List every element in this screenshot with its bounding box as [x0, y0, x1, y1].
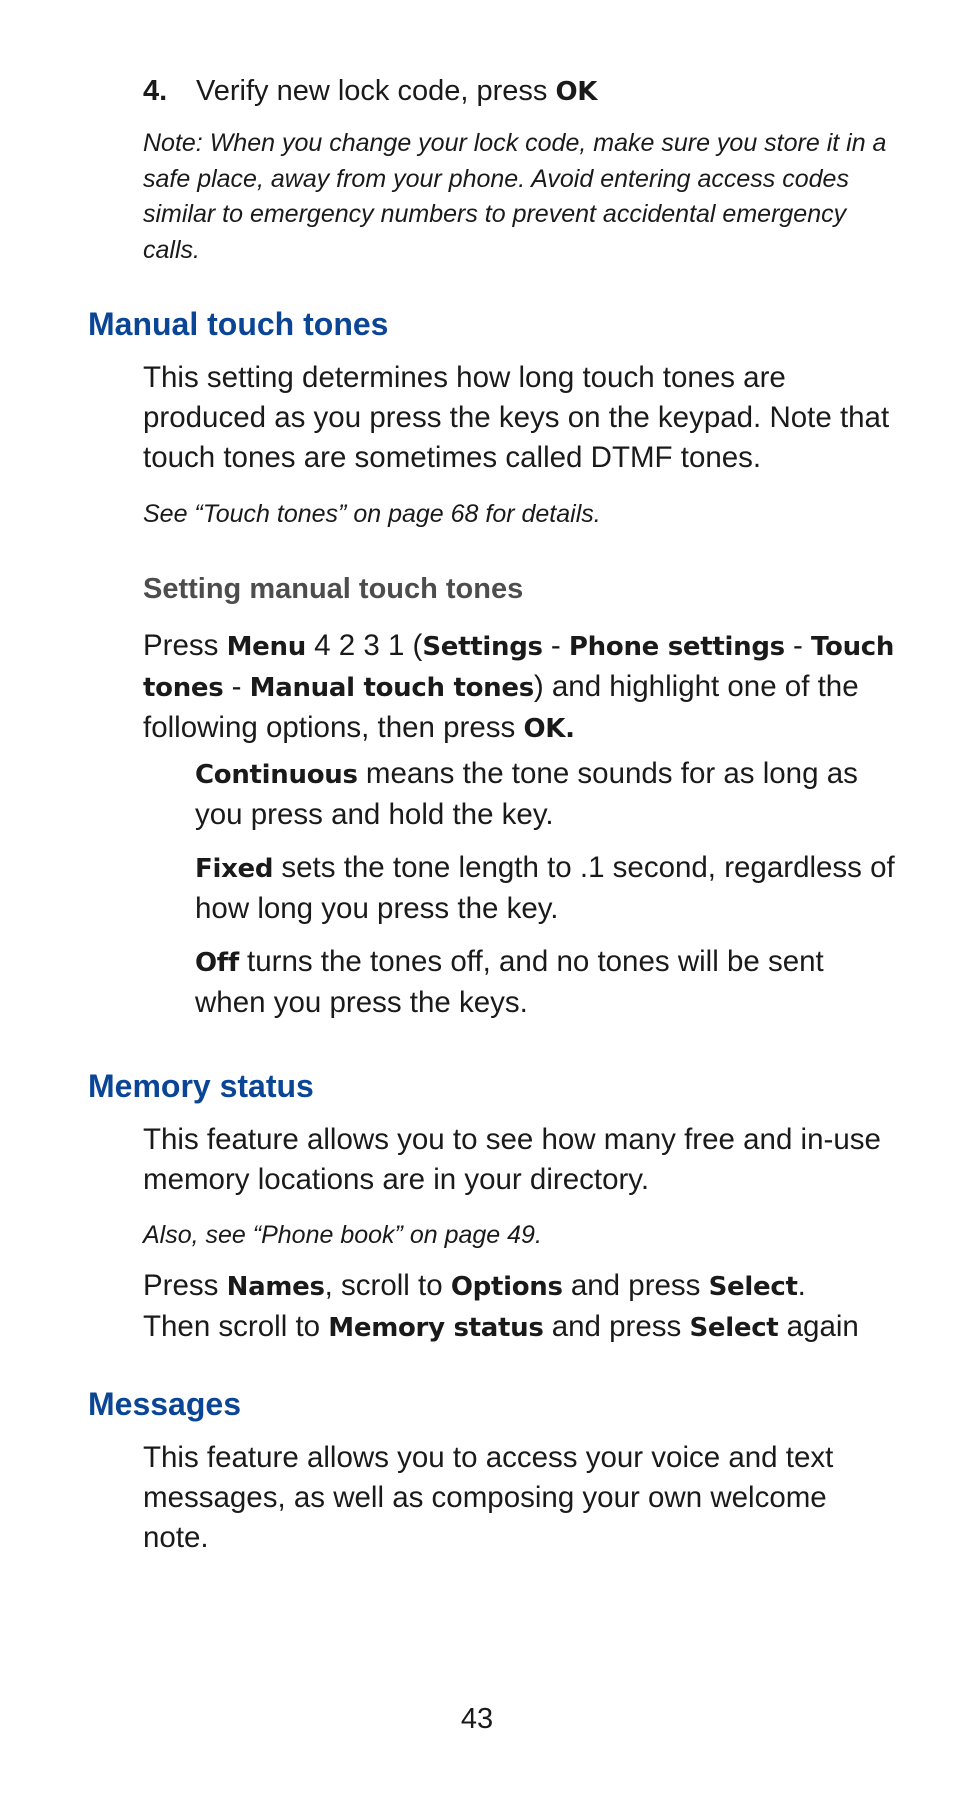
touch-tones-see-also: See “Touch tones” on page 68 for details. — [143, 500, 601, 528]
instruction-separator: - — [784, 629, 812, 662]
options-menu-label: Options — [450, 1272, 563, 1302]
manual-touch-tones-heading: Manual touch tones — [88, 306, 389, 342]
option-description: means the tone sounds for as long as you press and hold the key. — [195, 757, 858, 831]
instruction-text: and press — [543, 1310, 690, 1343]
option-key-label: Fixed — [195, 854, 274, 884]
instruction-text: again — [778, 1310, 859, 1343]
manual-touch-tones-instructions — [143, 626, 898, 749]
page-number: 43 — [460, 1703, 494, 1735]
option-fixed — [195, 848, 895, 929]
memory-status-instructions — [143, 1266, 898, 1348]
step-4 — [143, 72, 597, 111]
phone-book-see-also: Also, see “Phone book” on page 49. — [143, 1221, 542, 1249]
manual-touch-tones-menu-label: Manual touch tones — [249, 673, 534, 703]
option-off — [195, 942, 895, 1023]
instruction-text: and press — [562, 1269, 709, 1302]
messages-heading: Messages — [88, 1386, 241, 1422]
option-key-label: Continuous — [195, 760, 358, 790]
instruction-text: , scroll to — [324, 1269, 451, 1302]
menu-key-label: Menu — [226, 632, 306, 662]
option-key-label: Off — [195, 948, 239, 978]
messages-intro: This feature allows you to access your voice and text messages, as well as composing your own welcome note. — [143, 1441, 834, 1554]
instruction-text: 4 2 3 1 ( — [305, 629, 423, 662]
step-number: 4. — [143, 75, 168, 107]
instruction-text: Press — [143, 629, 227, 662]
lock-code-note: Note: When you change your lock code, make sure you store it in a safe place, away from your phone. Avoid entering access codes similar to emergency numbers to prevent accidental emergency calls. — [143, 129, 887, 264]
option-description: turns the tones off, and no tones will be sent when you press the keys. — [195, 945, 824, 1019]
instruction-text: Press — [143, 1269, 227, 1302]
setting-manual-touch-tones-subheading: Setting manual touch tones — [143, 573, 524, 605]
instruction-separator: - — [542, 629, 569, 662]
select-key-label: Select — [708, 1272, 798, 1302]
memory-status-heading: Memory status — [88, 1068, 314, 1104]
instruction-text: Then scroll to — [143, 1310, 329, 1343]
instruction-separator: - — [223, 670, 250, 703]
memory-status-intro: This feature allows you to see how many free and in-use memory locations are in your directory. — [143, 1123, 881, 1196]
ok-key-label: OK — [555, 77, 598, 107]
instruction-text: . — [797, 1269, 806, 1302]
manual-touch-tones-intro: This setting determines how long touch tones are produced as you press the keys on the keypad. Note that touch tones are sometimes called DTMF tones. — [143, 361, 890, 474]
instruction-text: ) and highlight one of the following options, then press — [143, 670, 859, 744]
step-text: Verify new lock code, press — [196, 75, 556, 107]
option-description: sets the tone length to .1 second, regardless of how long you press the key. — [195, 851, 895, 925]
names-key-label: Names — [226, 1272, 325, 1302]
option-continuous — [195, 754, 895, 835]
ok-key-label: OK. — [523, 714, 575, 744]
select-key-label: Select — [689, 1313, 779, 1343]
settings-menu-label: Settings — [422, 632, 543, 662]
touch-tones-menu-label: Touch tones — [143, 632, 895, 703]
phone-settings-menu-label: Phone settings — [568, 632, 785, 662]
memory-status-menu-label: Memory status — [328, 1313, 544, 1343]
